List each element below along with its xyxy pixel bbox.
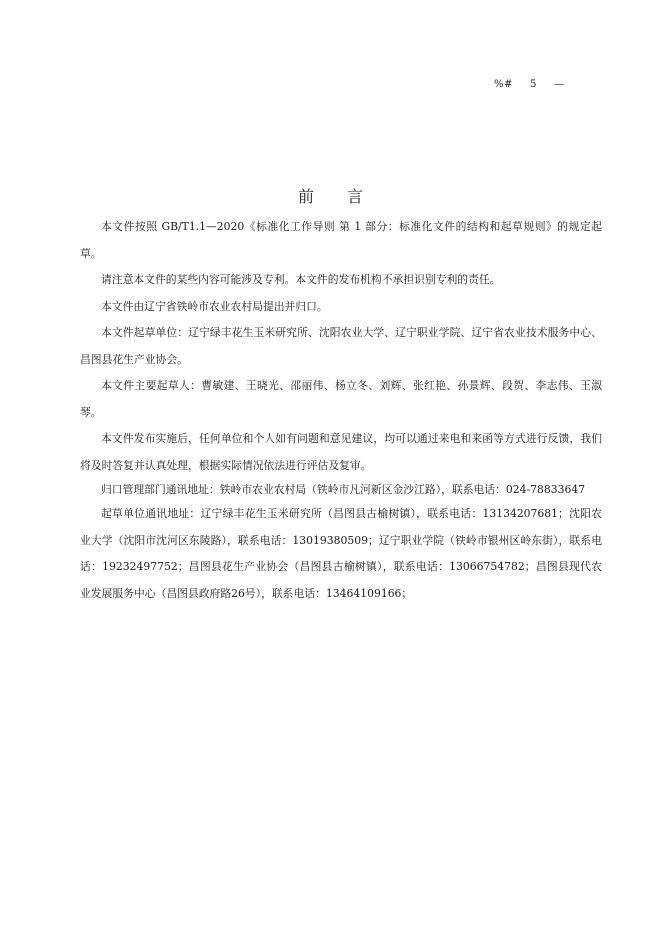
paragraph-drafting-units: 本文件起草单位：辽宁绿丰花生玉米研究所、沈阳农业大学、辽宁职业学院、辽宁省农业技术服务中心、昌图县花生产业协会。 [80, 326, 602, 366]
page-title [0, 184, 662, 207]
document-body [80, 214, 602, 607]
title-char-1: 前 [297, 187, 315, 206]
page-number: 5 [530, 79, 537, 90]
document-code: %# [494, 79, 513, 90]
page-header [494, 79, 565, 90]
paragraph-proposer: 本文件由辽宁省铁岭市农业农村局提出并归口。 [101, 299, 328, 313]
paragraph-drafting-addresses: 起草单位通讯地址：辽宁绿丰花生玉米研究所（昌图县古榆树镇），联系电话：13134207681；沈阳农业大学（沈阳市沈河区东陵路），联系电话：13019380509；辽宁职业学院（铁岭市银州区岭东街），联系电话：19232497752；昌图县花生产业协会（昌图县古榆树镇），联系电话：13066754782；昌图县现代农业发展服务中心（昌图县政府路26号），联系电话：13464109166； [80, 507, 602, 600]
paragraph-patent-notice: 请注意本文件的某些内容可能涉及专利。本文件的发布机构不承担识别专利的责任。 [101, 273, 501, 286]
paragraph-feedback: 本文件发布实施后，任何单位和个人如有问题和意见建议，均可以通过来电和来函等方式进行反馈，我们将及时答复并认真处理，根据实际情况依法进行评估及复审。 [80, 432, 602, 472]
header-dash: — [554, 79, 565, 90]
paragraph-management-address: 归口管理部门通讯地址：铁岭市农业农村局（铁岭市凡河新区金沙江路），联系电话：024-78833647 [101, 483, 586, 496]
paragraph-standard-basis: 本文件按照 GB/T1.1—2020《标准化工作导则 第 1 部分：标准化文件的结构和起草规则》的规定起草。 [80, 220, 602, 260]
paragraph-drafters: 本文件主要起草人：曹敏建、王晓光、邵丽伟、杨立冬、刘辉、张红艳、孙景辉、段贺、李志伟、王淑琴。 [80, 379, 602, 419]
title-char-2: 言 [347, 187, 365, 206]
